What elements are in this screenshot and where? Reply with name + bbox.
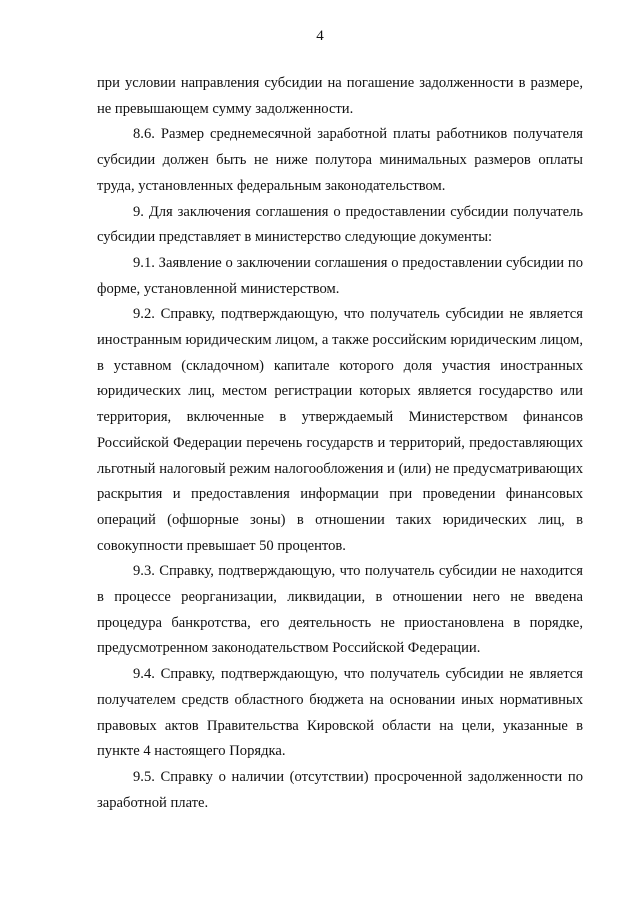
paragraph-continuation: при условии направления субсидии на погашение задолженности в размере, не превышающем сумму задолженности.: [97, 75, 583, 117]
paragraph-9-5: 9.5. Справку о наличии (отсутствии) просроченной задолженности по заработной плате.: [97, 768, 583, 811]
paragraph-9-1: 9.1. Заявление о заключении соглашения о предоставлении субсидии по форме, установленной министерством.: [97, 254, 583, 297]
page-number: 4: [316, 28, 324, 44]
paragraph-9-3: 9.3. Справку, подтверждающую, что получатель субсидии не находится в процессе реорганизации, ликвидации, в отношении него не введена процедура банкротства, его деятельность не приостановлена в порядке, предусмотренном законодательством Российской Федерации.: [97, 563, 583, 657]
paragraph-8-6: 8.6. Размер среднемесячной заработной платы работников получателя субсидии должен быть не ниже полутора минимальных размеров оплаты труда, установленных федеральным законодательством.: [97, 126, 583, 194]
paragraph-9-4: 9.4. Справку, подтверждающую, что получатель субсидии не является получателем средств областного бюджета на основании иных нормативных правовых актов Правительства Кировской области на цели, указанные в пункте 4 настоящего Порядка.: [97, 666, 583, 760]
paragraph-9: 9. Для заключения соглашения о предоставлении субсидии получатель субсидии представляет в министерство следующие документы:: [97, 203, 583, 246]
document-body: [97, 71, 583, 816]
paragraph-9-2: 9.2. Справку, подтверждающую, что получатель субсидии не является иностранным юридическим лицом, а также российским юридическим лицом, в уставном (складочном) капитале которого доля участия иностранных юридических лиц, местом регистрации которых является государство или территория, включенные в утверждаемый Министерством финансов Российской Федерации перечень государств и территорий, предоставляющих льготный налоговый режим налогообложения и (или) не предусматривающих раскрытия и предоставления информации при проведении финансовых операций (офшорные зоны) в отношении таких юридических лиц, в совокупности превышает 50 процентов.: [97, 306, 583, 554]
